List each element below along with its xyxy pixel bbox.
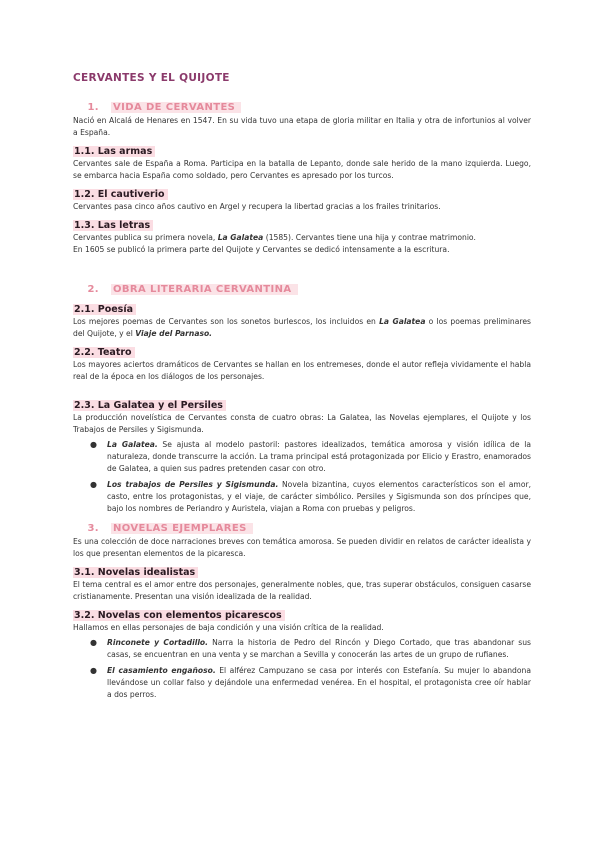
section-heading-obra [73, 284, 531, 295]
subheading: 2.1. Poesía [73, 304, 136, 315]
bullet-icon: ● [90, 666, 97, 675]
work-title: El casamiento engañoso. [107, 666, 216, 675]
subheading: 2.2. Teatro [73, 347, 135, 358]
work-title: La Galatea. [107, 440, 158, 449]
text-run: (1585). Cervantes tiene una hija y contrae matrimonio. [263, 233, 476, 242]
section-heading-novelas [73, 523, 531, 534]
text-run: Cervantes publica su primera novela, [73, 233, 218, 242]
section-number: 1. [87, 102, 99, 113]
list-item [90, 665, 531, 701]
subheading: 2.3. La Galatea y el Persiles [73, 400, 226, 411]
subheading: 3.1. Novelas idealistas [73, 567, 198, 578]
section-heading-vida [73, 102, 531, 113]
work-title: Viaje del Parnaso. [135, 329, 213, 338]
section-title: NOVELAS EJEMPLARES [111, 523, 253, 534]
bullet-icon: ● [90, 638, 97, 647]
work-title: Rinconete y Cortadillo. [107, 638, 209, 647]
text-run: o los poemas preliminares del Quijote, y el [73, 317, 531, 338]
paragraph: Es una colección de doce narraciones breves con temática amorosa. Se pueden dividir en relatos de carácter idealista y los que presentan elementos de la picaresca. [73, 537, 531, 558]
text-run: Se ajusta al modelo pastoril: pastores idealizados, temática amorosa y visión idílica de la naturaleza, donde transcurre la acción. La trama principal está protagonizada por Elicio y Erastro, enamorados de Galatea, a quien sus padres pretenden casar con otro. [107, 440, 531, 473]
text-run: Los mejores poemas de Cervantes son los sonetos burlescos, los incluidos en [73, 317, 380, 326]
subheading: 1.1. Las armas [73, 146, 155, 157]
section-title: VIDA DE CERVANTES [111, 102, 241, 113]
document-body [73, 72, 531, 705]
work-title: Los trabajos de Persiles y Sigismunda. [107, 480, 279, 489]
bullet-icon: ● [90, 440, 97, 449]
bullet-list [73, 439, 531, 515]
bullet-icon: ● [90, 480, 97, 489]
paragraph: Los mayores aciertos dramáticos de Cervantes se hallan en los entremeses, donde el autor refleja vividamente el habla real de la época en los diálogos de los personajes. [73, 360, 531, 381]
paragraph: Hallamos en ellas personajes de baja condición y una visión crítica de la realidad. [73, 623, 384, 632]
text-run: Narra la historia de Pedro del Rincón y Diego Cortado, que tras abandonar sus casas, se encuentran en una venta y se marchan a Sevilla y conocerán las artes de un grupo de rufianes. [107, 638, 531, 659]
list-item [90, 439, 531, 475]
list-item [90, 479, 532, 515]
text-run: Novela bizantina, cuyos elementos característicos son el amor, casto, entre los protagonistas, y el viaje, de carácter simbólico. Persiles y Sigismunda son dos príncipes que, bajo los nombres de Periandro y Auristela, viajan a Roma con pruebas y peligros. [107, 480, 532, 513]
paragraph: El tema central es el amor entre dos personajes, generalmente nobles, que, tras superar obstáculos, consiguen casarse cristianamente. Presentan una visión idealizada de la realidad. [73, 580, 531, 601]
subheading: 1.3. Las letras [73, 220, 153, 231]
section-number: 3. [87, 523, 99, 534]
work-title: La Galatea [217, 233, 264, 242]
text-run: El alférez Campuzano se casa por interés con Estefanía. Su mujer lo abandona llevándose un collar falso y dejándole una enfermedad venérea. En el hospital, el protagonista cree oír hablar a dos perros. [107, 666, 531, 699]
paragraph: Cervantes pasa cinco años cautivo en Argel y recupera la libertad gracias a los frailes trinitarios. [73, 202, 441, 211]
list-item [90, 637, 531, 661]
paragraph: La producción novelística de Cervantes consta de cuatro obras: La Galatea, las Novelas ejemplares, el Quijote y los Trabajos de Persiles y Sigismunda. [73, 413, 531, 434]
paragraph: En 1605 se publicó la primera parte del Quijote y Cervantes se dedicó intensamente a la escritura. [73, 245, 450, 254]
subheading: 1.2. El cautiverio [73, 189, 168, 200]
paragraph: Cervantes sale de España a Roma. Participa en la batalla de Lepanto, donde sale herido de la mano izquierda. Luego, se embarca hacia España como soldado, pero Cervantes es apresado por los turcos. [73, 159, 531, 180]
section-title: OBRA LITERARIA CERVANTINA [111, 284, 298, 295]
subheading: 3.2. Novelas con elementos picarescos [73, 610, 285, 621]
paragraph: Nació en Alcalá de Henares en 1547. En su vida tuvo una etapa de gloria militar en Italia y otra de infortunios al volver a España. [73, 116, 531, 137]
document-title: CERVANTES Y EL QUIJOTE [73, 72, 230, 84]
bullet-list [73, 637, 531, 701]
section-number: 2. [87, 284, 99, 295]
paragraph [73, 316, 531, 340]
paragraph [73, 232, 531, 244]
work-title: La Galatea [379, 317, 426, 326]
